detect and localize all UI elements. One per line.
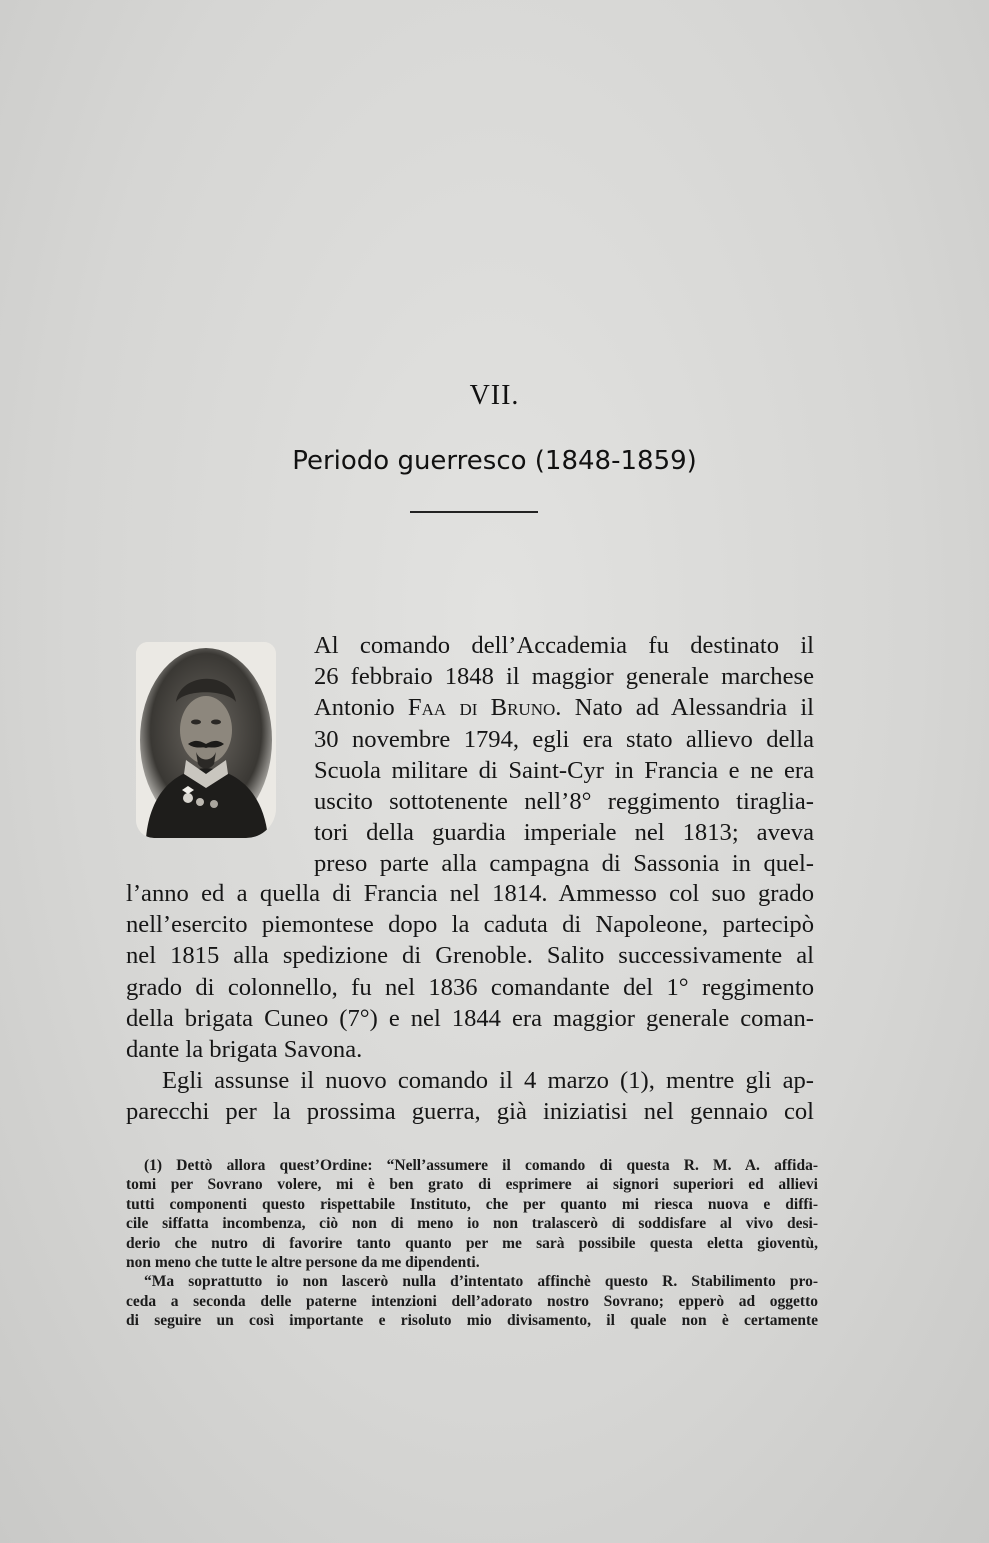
footnote-line: ceda a seconda delle paterne intenzioni dell’adorato nostro Sovrano; epperò ad oggetto — [126, 1292, 818, 1310]
chapter-title: Periodo guerresco (1848-1859) — [292, 446, 697, 476]
text-line-with-name — [314, 692, 814, 723]
person-name: Faa di Bruno — [407, 694, 556, 722]
portrait-image — [136, 642, 276, 838]
footnote-line: cile siffatta incombenza, ciò non di meno io non tralascerò di soddisfare al vivo desi- — [126, 1215, 818, 1233]
text-line: tori della guardia imperiale nel 1813; aveva — [314, 819, 814, 847]
footnote-line: (1) Dettò allora quest’Ordine: “Nell’assumere il comando di questa R. M. A. affida- — [144, 1157, 818, 1174]
footnotes — [126, 1156, 818, 1331]
text-line: Al comando dell’Accademia fu destinato il — [314, 632, 814, 659]
text-line: dante la brigata Savona. — [126, 1036, 363, 1064]
text-line: 26 febbraio 1848 il maggior generale marchese — [314, 663, 814, 691]
footnote-line: “Ma soprattutto io non lascerò nulla d’intentato affinchè questo R. Stabilimento pro- — [144, 1273, 818, 1291]
intro-paragraph — [314, 630, 814, 880]
footnote-line: non meno che tutte le altre persone da me dipendenti. — [126, 1254, 480, 1272]
text-line: 30 novembre 1794, egli era stato allievo della — [314, 725, 814, 753]
title-divider — [410, 511, 538, 513]
footnote-line: tutti componenti questo rispettabile Instituto, che per quanto mi riesca nuova e diffi- — [126, 1195, 818, 1213]
text-line: della brigata Cuneo (7°) e nel 1844 era maggior generale coman- — [126, 1004, 814, 1032]
text-line: nell’esercito piemontese dopo la caduta di Napoleone, partecipò — [126, 911, 814, 939]
chapter-number: VII. — [469, 380, 520, 411]
text-line: l’anno ed a quella di Francia nel 1814. Ammesso col suo grado — [126, 880, 814, 907]
text-line: parecchi per la prossima guerra, già iniziatisi nel gennaio col — [126, 1098, 814, 1126]
text-line: Scuola militare di Saint-Cyr in Francia e ne era — [314, 756, 814, 784]
text-line: Egli assunse il nuovo comando il 4 marzo (1), mentre gli ap- — [162, 1067, 814, 1095]
text-fragment: . Nato ad Alessandria il — [555, 694, 814, 722]
footnote-line: derio che nutro di favorire tanto quanto per me sarà possibile questa eletta gioventù, — [126, 1234, 818, 1252]
text-line: uscito sottotenente nell’8° reggimento tiraglia- — [314, 788, 814, 816]
text-line: grado di colonnello, fu nel 1836 comandante del 1° reggimento — [126, 973, 814, 1001]
text-fragment: Antonio — [314, 694, 395, 722]
body-paragraphs — [126, 878, 814, 1128]
portrait-drawing — [136, 642, 276, 838]
footnote-line: di seguire un così importante e risoluto mio divisamento, il quale non è certamente — [126, 1312, 818, 1330]
footnote-line: tomi per Sovrano volere, mi è ben grato di esprimere ai signori superiori ed allievi — [126, 1176, 818, 1194]
text-line: nel 1815 alla spedizione di Grenoble. Salito successivamente al — [126, 942, 814, 970]
text-line: preso parte alla campagna di Sassonia in quel- — [314, 850, 814, 878]
